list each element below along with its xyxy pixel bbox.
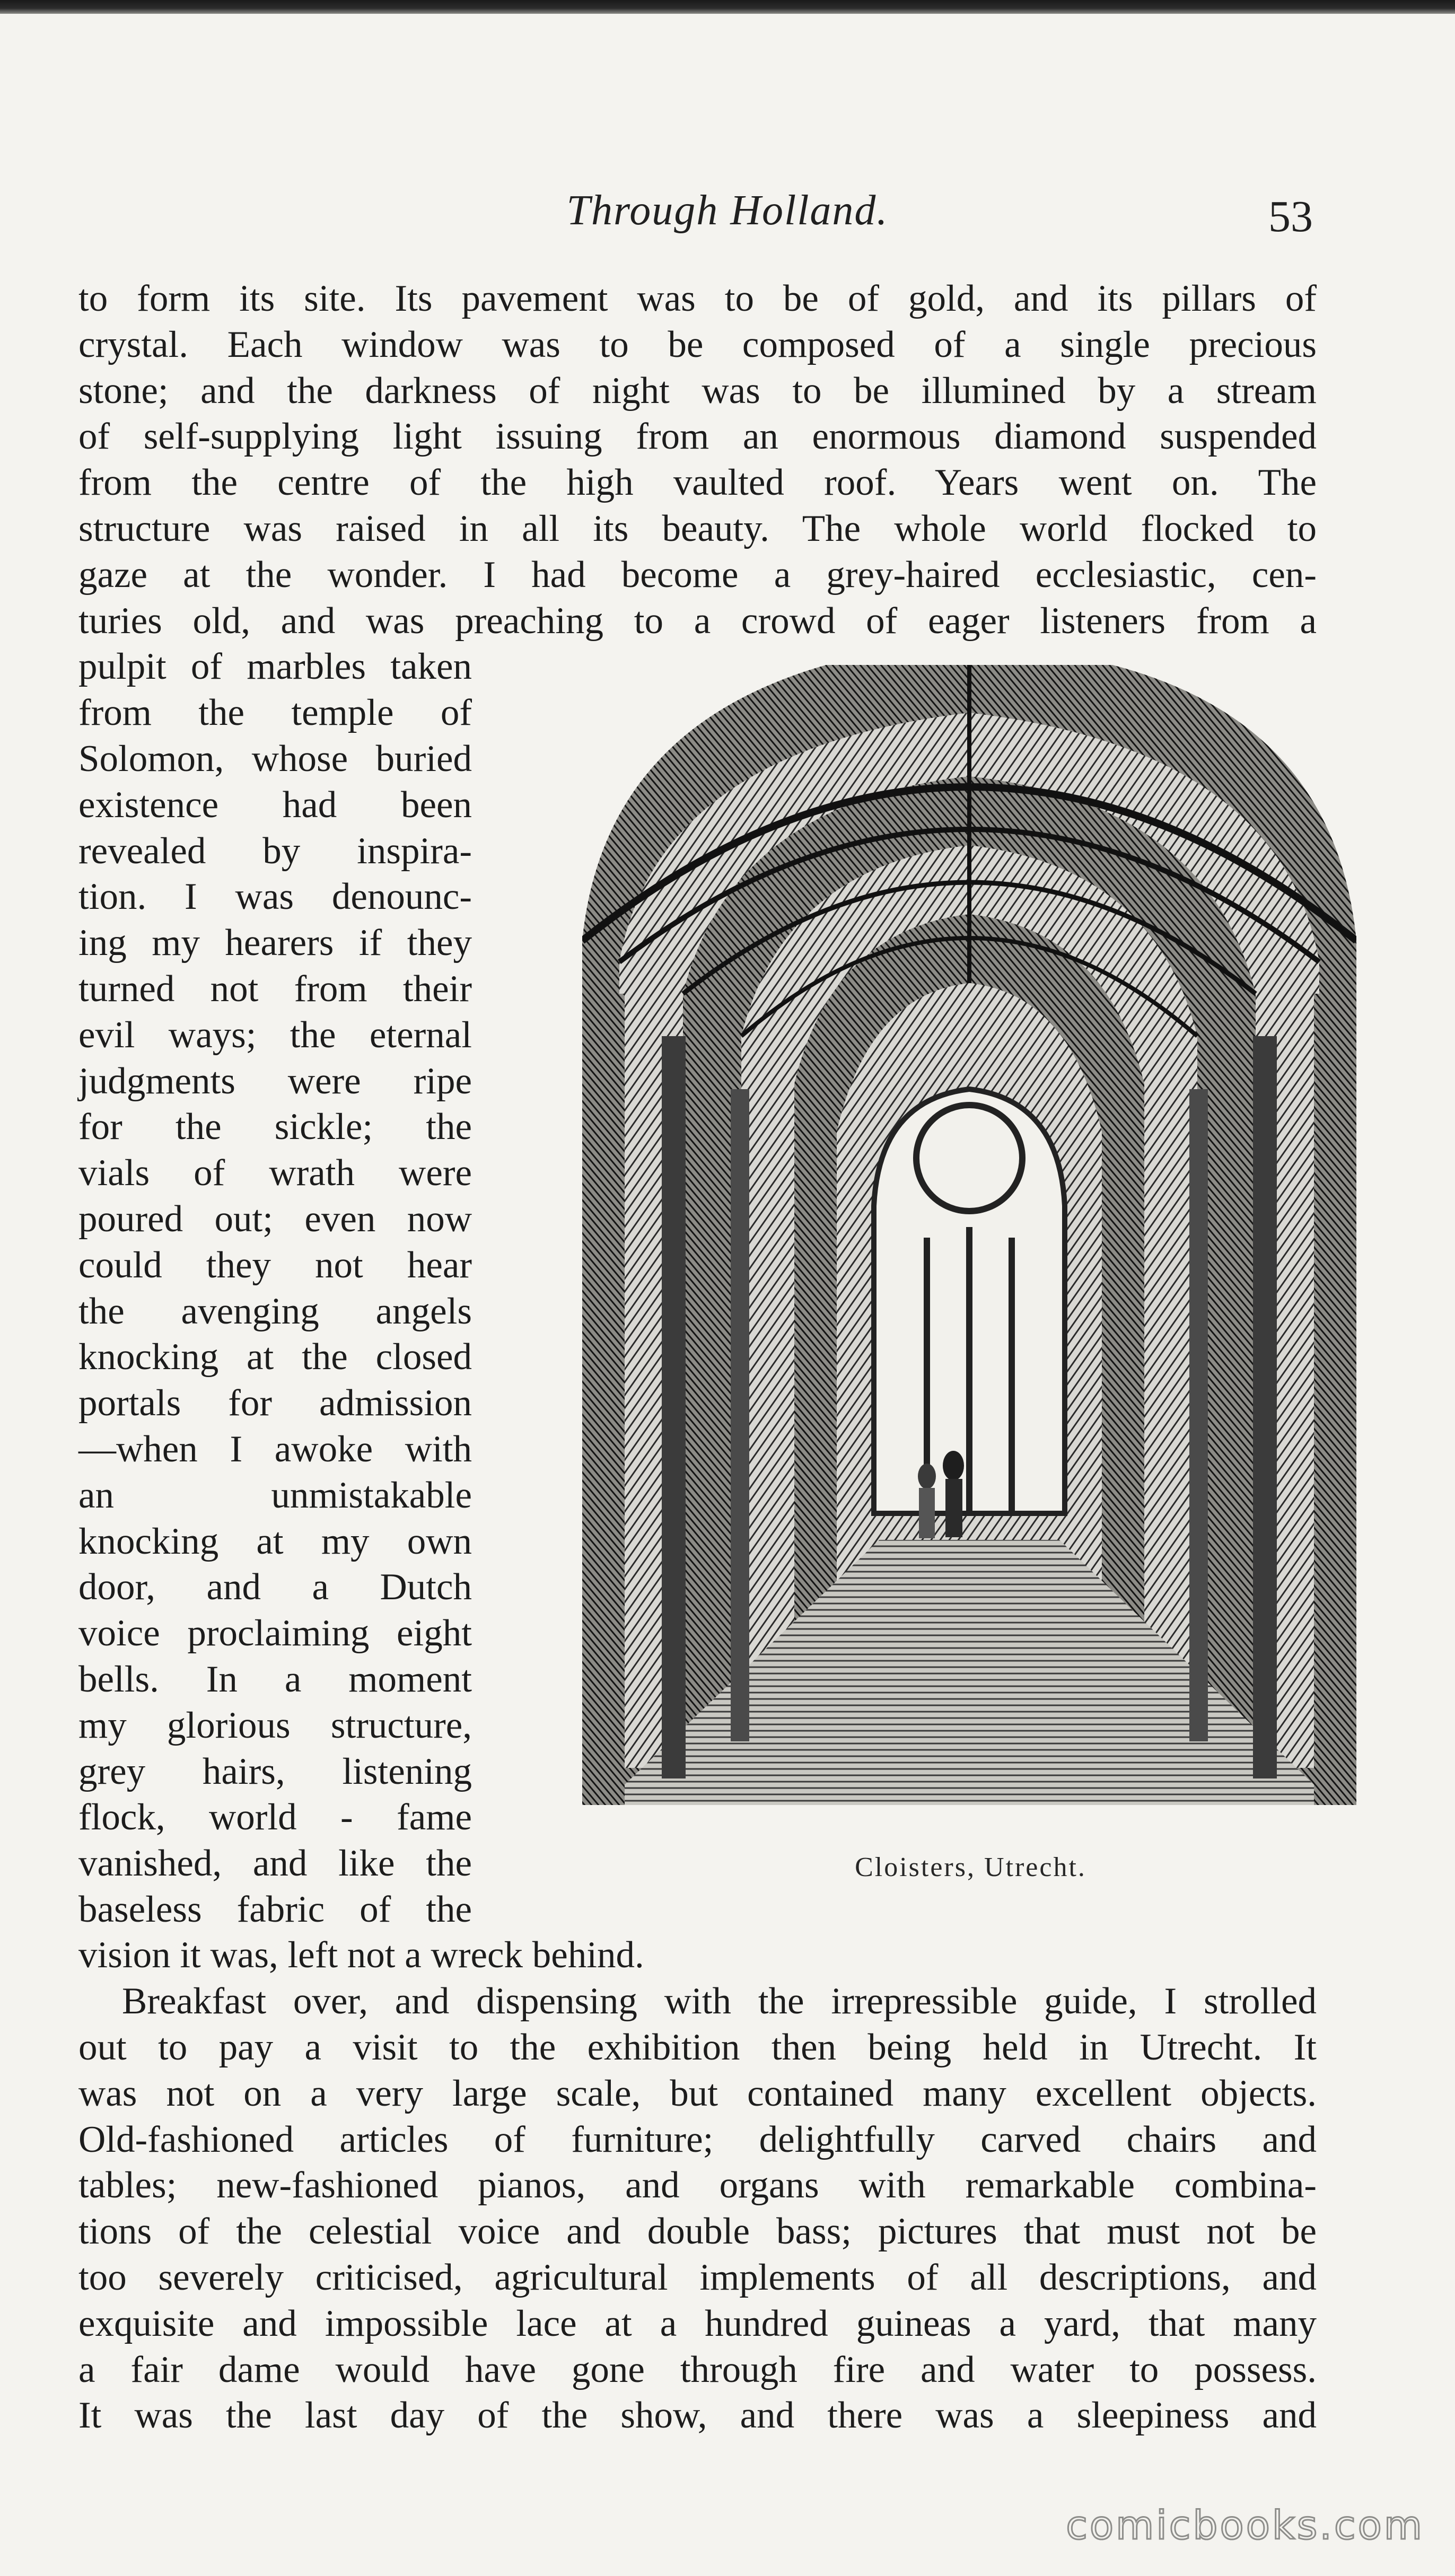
text-line: flock, world - fame [78, 1797, 472, 1838]
text-line: my glorious structure, [78, 1704, 472, 1746]
text-line: pulpit of marbles taken [78, 646, 472, 688]
text-line: bells. In a moment [78, 1658, 472, 1700]
text-line: out to pay a visit to the exhibition then being held in Utrecht. It [78, 2026, 1317, 2068]
text-line: too severely criticised, agricultural implements of all descriptions, and [78, 2256, 1317, 2298]
text-line: turies old, and was preaching to a crowd of eager listeners from a [78, 600, 1317, 642]
watermark: comicbooks.com [1066, 2503, 1424, 2548]
text-line: stone; and the darkness of night was to be illumined by a stream [78, 370, 1317, 411]
cloister-engraving [582, 665, 1356, 1805]
wrapped-text-column [78, 644, 472, 1932]
body-text [78, 276, 1317, 2439]
text-line: an unmistakable [78, 1474, 472, 1516]
text-line: was not on a very large scale, but contained many excellent objects. [78, 2072, 1317, 2114]
text-line: turned not from their [78, 968, 472, 1010]
text-line: Solomon, whose buried [78, 738, 472, 779]
text-line: structure was raised in all its beauty. The whole world flocked to [78, 507, 1317, 549]
text-line: for the sickle; the [78, 1106, 472, 1148]
text-line: of self-supplying light issuing from an enormous diamond suspended [78, 416, 1317, 458]
page-number: 53 [1268, 192, 1313, 241]
text-line: to form its site. Its pavement was to be of gold, and its pillars of [78, 278, 1317, 319]
text-line: exquisite and impossible lace at a hundred guineas a yard, that many [78, 2302, 1317, 2344]
text-line: knocking at the closed [78, 1336, 472, 1378]
text-line: vanished, and like the [78, 1843, 472, 1885]
text-line: Breakfast over, and dispensing with the irrepressible guide, I strolled [122, 1981, 1317, 2022]
figure-caption: Cloisters, Utrecht. [855, 1852, 1086, 1883]
text-line: gaze at the wonder. I had become a grey-haired ecclesiastic, cen- [78, 554, 1317, 595]
text-line: from the temple of [78, 692, 472, 734]
text-line: poured out; even now [78, 1198, 472, 1240]
running-title: Through Holland. [566, 187, 889, 234]
text-line: vials of wrath were [78, 1152, 472, 1194]
text-line: knocking at my own [78, 1520, 472, 1562]
text-line: revealed by inspira- [78, 830, 472, 872]
text-line: from the centre of the high vaulted roof. Years went on. The [78, 462, 1317, 504]
text-line: crystal. Each window was to be composed of a single precious [78, 323, 1317, 365]
text-line: tion. I was denounc- [78, 876, 472, 918]
text-line: door, and a Dutch [78, 1566, 472, 1608]
figure [572, 644, 1370, 1932]
text-line: evil ways; the eternal [78, 1014, 472, 1056]
text-line: voice proclaiming eight [78, 1613, 472, 1654]
text-line: It was the last day of the show, and there was a sleepiness and [78, 2395, 1317, 2437]
scan-edge [0, 0, 1455, 14]
text-line: tables; new-fashioned pianos, and organs with remarkable combina- [78, 2165, 1317, 2206]
text-line: could they not hear [78, 1244, 472, 1286]
text-line: the avenging angels [78, 1290, 472, 1332]
text-line: a fair dame would have gone through fire and water to possess. [78, 2349, 1317, 2390]
text-line: ing my hearers if they [78, 922, 472, 964]
text-line: existence had been [78, 784, 472, 826]
text-line: tions of the celestial voice and double bass; pictures that must not be [78, 2211, 1317, 2253]
text-line: vision it was, left not a wreck behind. [78, 1934, 644, 1976]
text-line: grey hairs, listening [78, 1750, 472, 1792]
text-line: Old-fashioned articles of furniture; delightfully carved chairs and [78, 2118, 1317, 2160]
text-line: baseless fabric of the [78, 1888, 472, 1930]
text-line: portals for admission [78, 1382, 472, 1424]
text-line: judgments were ripe [78, 1060, 472, 1102]
figure-wrap-region [78, 644, 1317, 1932]
text-line: —when I awoke with [78, 1428, 472, 1470]
